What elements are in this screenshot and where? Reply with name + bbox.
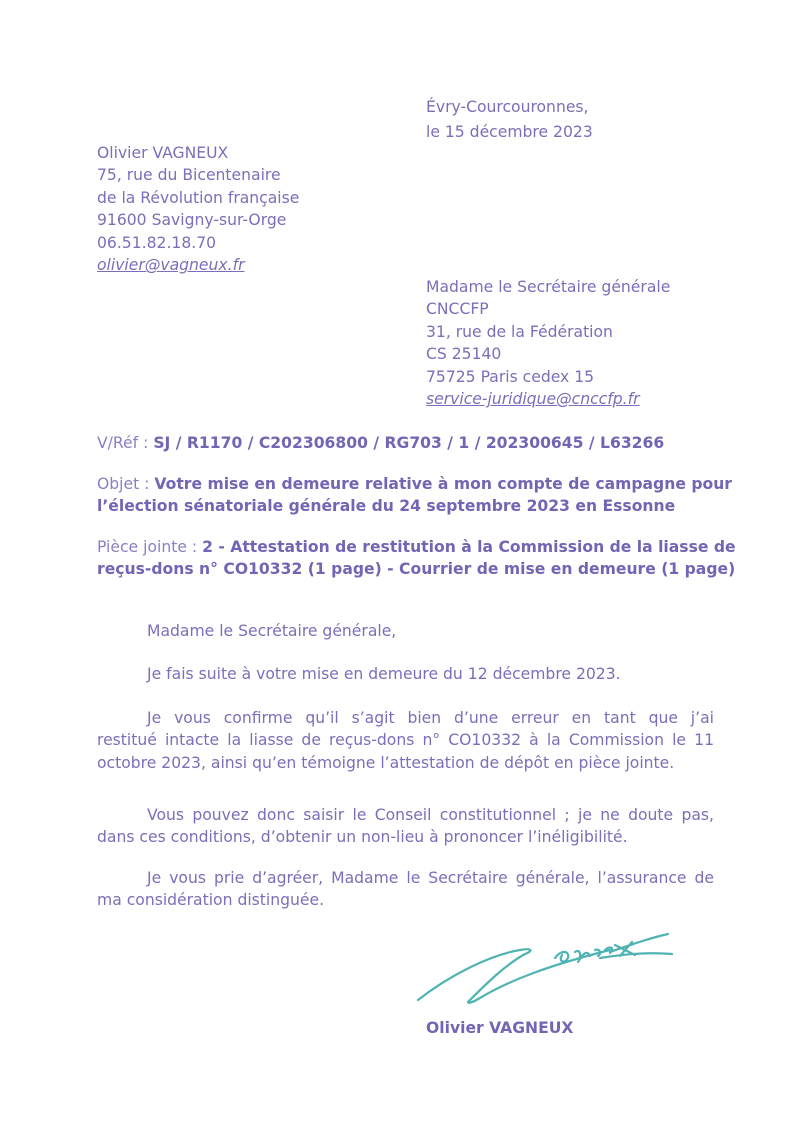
place-date [426,95,593,144]
recipient-line: CS 25140 [426,345,502,364]
paragraph-line: dans ces conditions, d’obtenir un non-lieu à prononcer l’inéligibilité. [97,828,628,847]
paragraph-line: octobre 2023, ainsi qu’en témoigne l’attestation de dépôt en pièce jointe. [97,753,675,772]
recipient-line: Madame le Secrétaire générale [426,278,671,296]
recipient-line: CNCCFP [426,300,489,319]
sender-block [97,142,299,276]
paragraph [97,867,714,912]
date: le 15 décembre 2023 [426,122,593,141]
signatory-name: Olivier VAGNEUX [426,1019,574,1037]
sender-address-line: 91600 Savigny-sur-Orge [97,211,287,230]
place: Évry-Courcouronnes, [426,98,589,116]
recipient-email-link[interactable]: service-juridique@cnccfp.fr [426,390,640,409]
paragraph [97,707,714,774]
attachment-label: Pièce jointe : [97,538,203,556]
subject-line: l’élection sénatoriale générale du 24 septembre 2023 en Essonne [97,497,676,516]
paragraph-line: Je vous confirme qu’il s’agit bien d’une erreur en tant que j’ai [147,709,714,727]
paragraph-line: Je fais suite à votre mise en demeure du 12 décembre 2023. [147,665,621,683]
attachment [97,536,736,581]
paragraph-line: ma considération distinguée. [97,891,325,910]
reference-value: SJ / R1170 / C202306800 / RG703 / 1 / 202300645 / L63266 [153,434,665,452]
reference [97,432,664,454]
recipient-block [426,276,670,410]
sender-address-line: 75, rue du Bicentenaire [97,166,281,185]
paragraph [97,804,714,849]
reference-label: V/Réf : [97,434,154,452]
subject-line: Votre mise en demeure relative à mon compte de campagne pour [154,475,732,493]
sender-phone: 06.51.82.18.70 [97,233,217,252]
paragraph-line: Vous pouvez donc saisir le Conseil constitutionnel ; je ne doute pas, [147,806,714,824]
handwritten-signature [410,920,680,1010]
sender-email-link[interactable]: olivier@vagneux.fr [97,256,245,275]
recipient-line: 31, rue de la Fédération [426,322,613,341]
subject [97,473,732,518]
recipient-line: 75725 Paris cedex 15 [426,367,595,386]
attachment-line: 2 - Attestation de restitution à la Commission de la liasse de [202,538,736,556]
paragraph-line: Je vous prie d’agréer, Madame le Secrétaire générale, l’assurance de [147,869,714,887]
paragraph [97,663,714,685]
attachment-line: reçus-dons n° CO10332 (1 page) - Courrier de mise en demeure (1 page) [97,560,736,579]
sender-name: Olivier VAGNEUX [97,144,229,162]
sender-address-line: de la Révolution française [97,188,300,207]
paragraph-line: restitué intacte la liasse de reçus-dons n° CO10332 à la Commission le 11 [97,731,714,750]
subject-label: Objet : [97,475,155,493]
salutation: Madame le Secrétaire générale, [147,622,397,640]
